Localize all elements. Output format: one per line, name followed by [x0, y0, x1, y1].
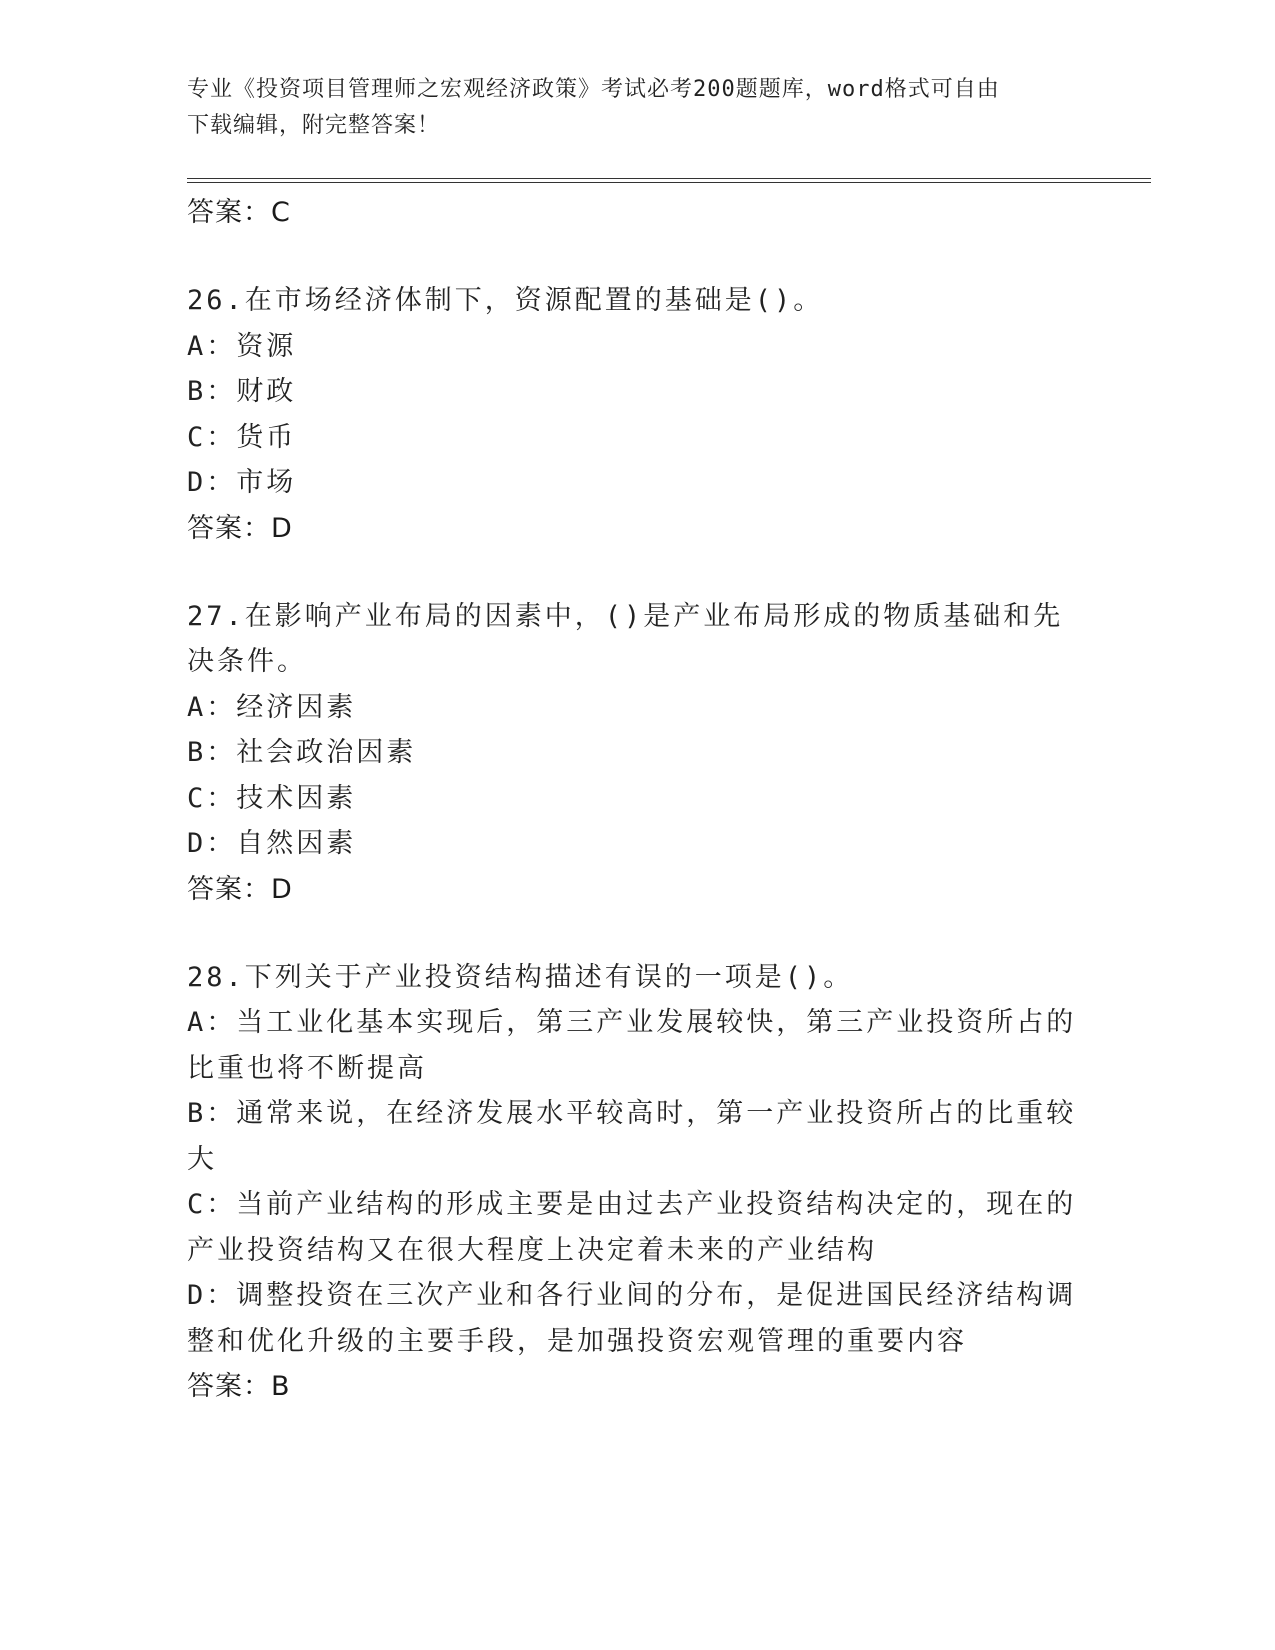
option-b: B：社会政治因素 — [187, 737, 417, 768]
answer-line: 答案：B — [187, 1371, 291, 1402]
question-26 — [187, 278, 1087, 552]
option-c: C：当前产业结构的形成主要是由过去产业投资结构决定的，现在的产业投资结构又在很大程度上决定着未来的产业结构 — [187, 1189, 1077, 1266]
question-stem: 26.在市场经济体制下，资源配置的基础是()。 — [187, 285, 824, 316]
answer-line: 答案：D — [187, 512, 293, 544]
option-b: B：通常来说，在经济发展水平较高时，第一产业投资所占的比重较大 — [187, 1098, 1077, 1175]
question-stem: 28.下列关于产业投资结构描述有误的一项是()。 — [187, 961, 854, 993]
question-stem: 27.在影响产业布局的因素中，()是产业布局形成的物质基础和先决条件。 — [187, 600, 1064, 677]
option-a: A：当工业化基本实现后，第三产业发展较快，第三产业投资所占的比重也将不断提高 — [187, 1007, 1077, 1084]
question-list — [187, 190, 1087, 1410]
document-header — [187, 72, 1067, 144]
option-d: D：市场 — [187, 467, 297, 498]
option-c: C：货币 — [187, 421, 297, 453]
answer-line: 答案：C — [187, 197, 291, 228]
option-c: C：技术因素 — [187, 782, 357, 814]
option-d: D：自然因素 — [187, 828, 357, 859]
header-divider-bottom — [187, 182, 1151, 183]
header-line-1: 专业《投资项目管理师之宏观经济政策》考试必考200题题库，word格式可自由 — [187, 77, 1000, 102]
header-line-2: 下载编辑，附完整答案！ — [187, 113, 441, 138]
option-b: B：财政 — [187, 376, 297, 407]
answer-line: 答案：D — [187, 873, 293, 905]
question-28 — [187, 955, 1087, 1411]
option-a: A：经济因素 — [187, 691, 357, 723]
option-a: A：资源 — [187, 330, 297, 362]
header-divider-top — [187, 178, 1151, 179]
option-d: D：调整投资在三次产业和各行业间的分布，是促进国民经济结构调整和优化升级的主要手段，是加强投资宏观管理的重要内容 — [187, 1280, 1077, 1357]
question-27 — [187, 594, 1087, 913]
